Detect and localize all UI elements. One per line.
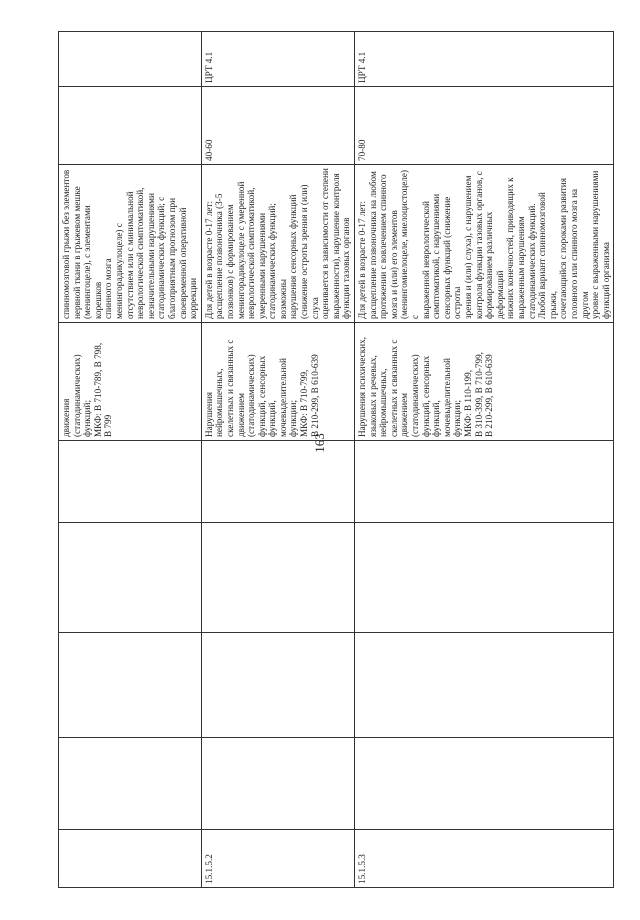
cell-code-empty (59, 830, 202, 888)
cell-empty (59, 441, 202, 523)
rotated-table-wrapper (58, 32, 611, 888)
cell-functions: Нарушения психических, языковых и речевых, нейромышечных, скелетных и связанных с движением (статодинамических) функций, сенсорных функций, мочевыделительной функции; МКФ: В 110-199, В 310-399, В 710-799, В 210-299, В 610-639 (355, 323, 614, 441)
cell-criteria: ЦРТ 4.1 (355, 32, 614, 87)
table-row (201, 32, 354, 888)
cell-criteria: ЦРТ 4.1 (201, 32, 354, 87)
cell-empty (201, 633, 354, 738)
cell-criteria-empty (59, 32, 202, 87)
cell-empty (59, 523, 202, 633)
cell-description: Для детей в возрасте 0-17 лет: расщепление позвоночника (3-5 позвонков) с формированием менингорадикулоцеле с умеренной неврологической симптоматикой, умеренными нарушениями статодинамических функций; возможны нарушения сенсорных функций (снижение остроты зрения и (или) слуха оценивается в зависимости от степени выраженности), нарушение контроля функции тазовых органов (201, 165, 354, 323)
cell-empty (355, 523, 614, 633)
cell-code: 15.1.5.2 (201, 830, 354, 888)
cell-empty (201, 441, 354, 523)
table-row (355, 32, 614, 888)
cell-empty (201, 738, 354, 830)
cell-empty (355, 738, 614, 830)
cell-percent-empty (59, 87, 202, 165)
cell-empty (201, 523, 354, 633)
cell-empty (355, 441, 614, 523)
cell-description: Для детей в возрасте 0-17 лет: расщепление позвоночника на любом протяжении с вовлечением спинного мозга и (или) его элементов (менингомиелоцеле, миелоцистоцеле) с выраженной неврологической симптоматикой, с нарушениями сенсорных функций (снижение остроты зрения и (или) слуха), с нарушением контроля функции тазовых органов, с формированием различных деформаций нижних конечностей, приводящих к выраженным нарушениям статодинамических функций. Любой вариант спинномозговой грыжи, сочетающийся с пороками развития головного или спинного мозга на другом уровне с выраженными нарушениями функций организма (355, 165, 614, 323)
cell-empty (59, 738, 202, 830)
cell-functions: движения (статодинамических) функций; МКФ: В 710-789, В 798, В 799 (59, 323, 202, 441)
cell-percent: 40-60 (201, 87, 354, 165)
table-row-continuation (59, 32, 202, 888)
cell-percent: 70-80 (355, 87, 614, 165)
cell-empty (355, 633, 614, 738)
cell-empty (59, 633, 202, 738)
cell-description: спинномозговой грыжи без элементов нервной ткани в грыжевом мешке (менингоцеле), с элементами корешков спинного мозга менингорадикулоцеле) с отсутствием или с минимальной неврологической симптоматикой, незначительными нарушениями статодинамических функций; с благоприятным прогнозом при своевременной оперативной коррекции (59, 165, 202, 323)
cell-functions: Нарушения нейромышечных, скелетных и связанных с движением (статодинамических) функций, сенсорных функций, мочевыделительной функции; МКФ: В 710-799, В 210-299, В 610-639 (201, 323, 354, 441)
disability-criteria-table (58, 31, 614, 888)
page-number: 163 (312, 433, 327, 453)
cell-code: 15.1.5.3 (355, 830, 614, 888)
